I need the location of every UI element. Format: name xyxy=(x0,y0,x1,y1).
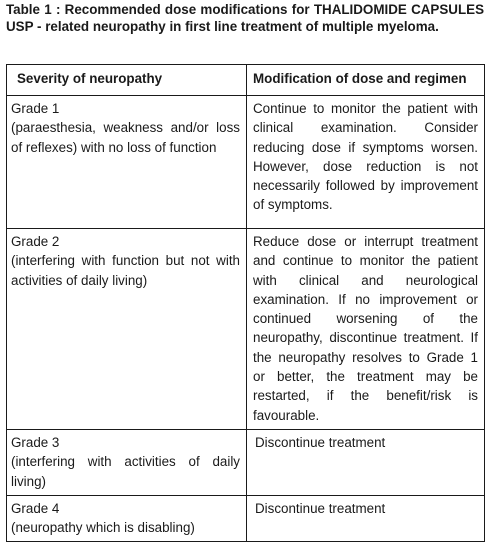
grade-description: (paraesthesia, weakness and/or loss of reflexes) with no loss of function xyxy=(11,120,240,155)
modification-text: Reduce dose or interrupt treatment and continue to monitor the patient with clinical and neurological examination. If no improvement or continued worsening of the neuropathy, discontinue treatment. If the neuropathy resolves to Grade 1 or better, the treatment may be restarted, if the benefit/risk is favourable. xyxy=(253,234,478,423)
severity-cell xyxy=(7,429,247,495)
grade-description: (interfering with function but not with activities of daily living) xyxy=(11,253,240,288)
table-row xyxy=(7,429,485,495)
table-caption: Table 1 : Recommended dose modifications for THALIDOMIDE CAPSULES USP - related neuropathy in first line treatment of multiple myeloma. xyxy=(6,2,484,34)
modification-cell xyxy=(247,495,485,542)
modification-text: Discontinue treatment xyxy=(255,500,386,516)
grade-label: Grade 1 xyxy=(11,101,60,116)
grade-label: Grade 2 xyxy=(11,234,60,249)
modification-cell xyxy=(247,96,485,229)
grade-label: Grade 4 xyxy=(11,500,60,516)
grade-description: (neuropathy which is disabling) xyxy=(11,520,195,536)
severity-cell xyxy=(7,495,247,542)
severity-cell xyxy=(7,229,247,430)
modification-cell xyxy=(247,229,485,430)
modification-cell xyxy=(247,429,485,495)
table-row xyxy=(7,495,485,542)
grade-description: (interfering with activities of daily living) xyxy=(11,454,240,489)
modification-text: Continue to monitor the patient with clinical examination. Consider reducing dose if symptoms worsen. However, dose reduction is not necessarily followed by improvement of symptoms. xyxy=(253,101,478,213)
table-row xyxy=(7,96,485,229)
severity-cell xyxy=(7,96,247,229)
dose-modification-table xyxy=(6,64,485,542)
table-row xyxy=(7,229,485,430)
table-header-row xyxy=(7,65,485,96)
header-modification: Modification of dose and regimen xyxy=(247,65,485,96)
grade-label: Grade 3 xyxy=(11,434,60,450)
header-severity: Severity of neuropathy xyxy=(7,65,247,96)
modification-text: Discontinue treatment xyxy=(255,434,386,450)
